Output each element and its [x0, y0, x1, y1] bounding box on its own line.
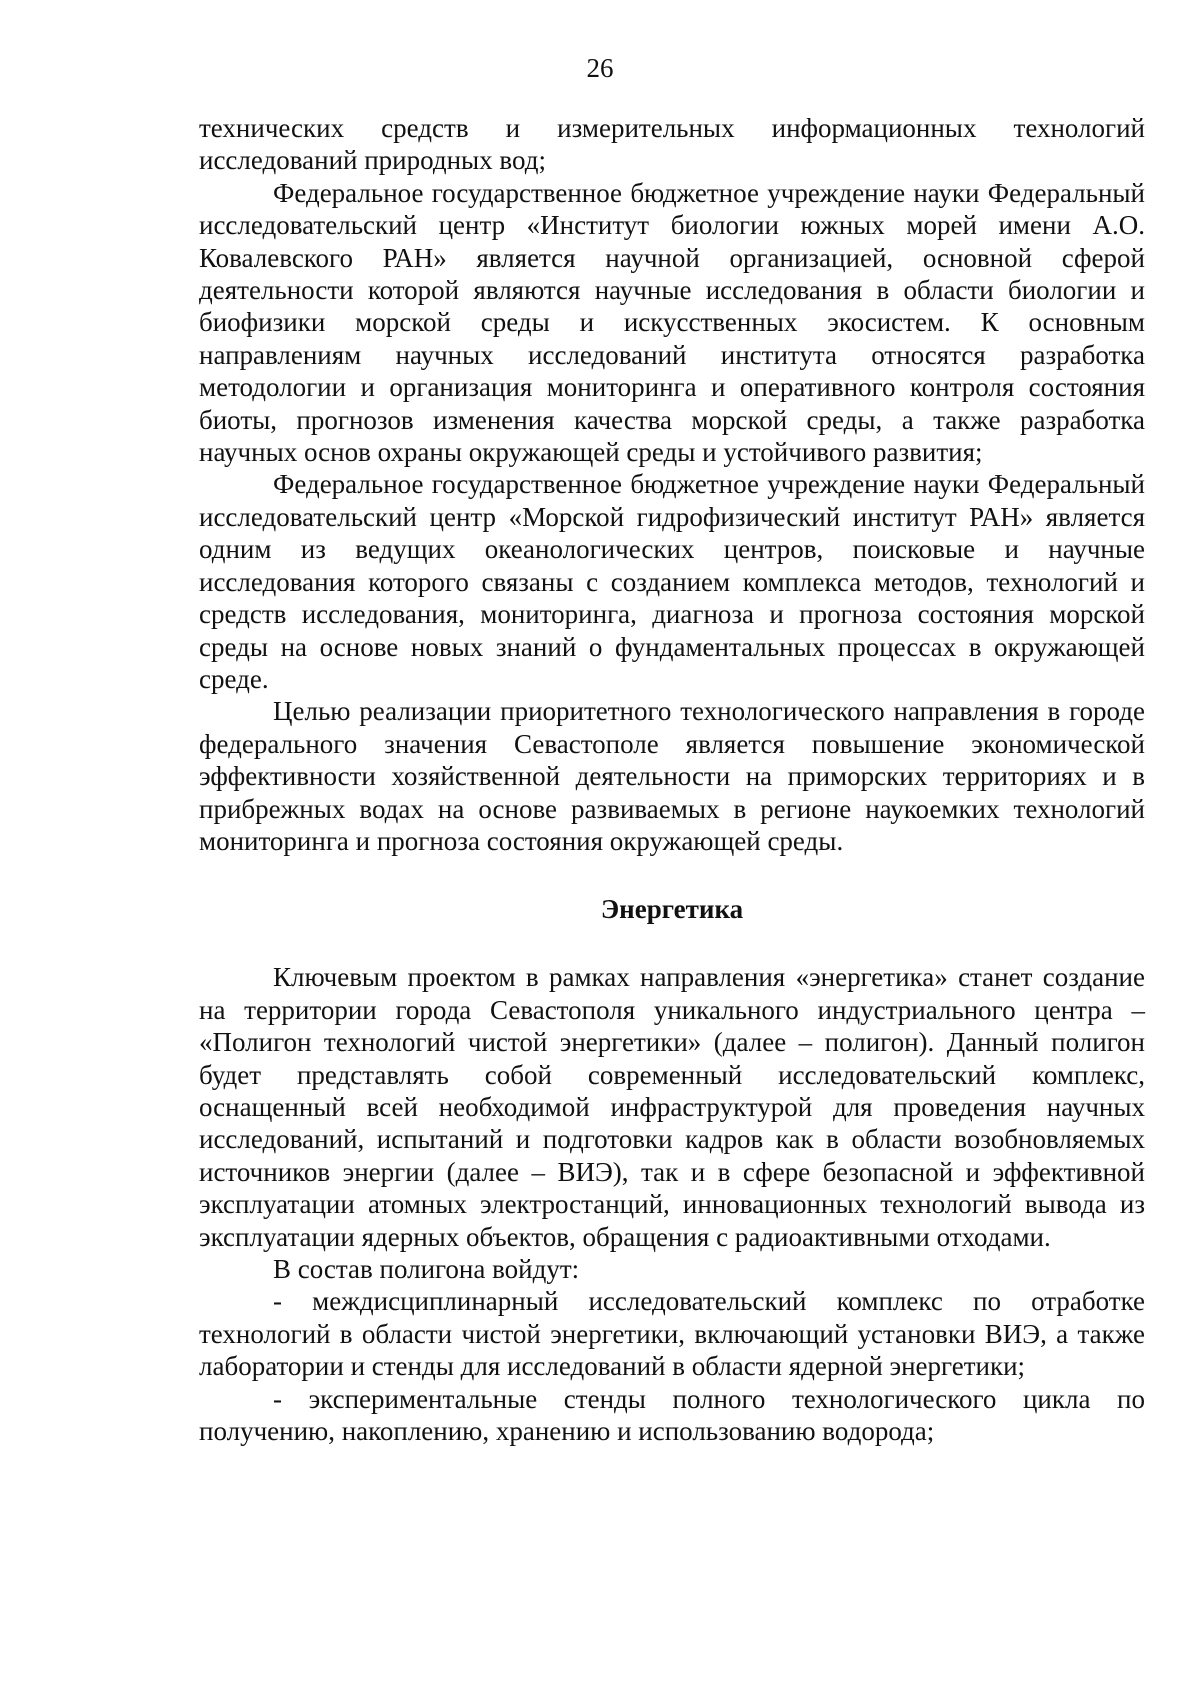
paragraph-continuation: технических средств и измерительных информационных технологий исследований природных вод;	[199, 113, 1145, 176]
document-body	[199, 112, 1145, 1447]
paragraph-polygon: Ключевым проектом в рамках направления «энергетика» станет создание на территории города Севастополя уникального индустриального центра – «Полигон технологий чистой энергетики» (далее – полигон). Данный полигон будет представлять собой современный исследовательский комплекс, оснащенный всей необходимой инфраструктурой для проведения научных исследований, испытаний и подготовки кадров как в области возобновляемых источников энергии (далее – ВИЭ), так и в сфере безопасной и эффективной эксплуатации атомных электростанций, инновационных технологий вывода из эксплуатации ядерных объектов, обращения с радиоактивными отходами.	[199, 962, 1145, 1252]
paragraph-mhi: Федеральное государственное бюджетное учреждение науки Федеральный исследовательский центр «Морской гидрофизический институт РАН» является одним из ведущих океанологических центров, поисковые и научные исследования которого связаны с созданием комплекса методов, технологий и средств исследования, мониторинга, диагноза и прогноза состояния морской среды на основе новых знаний о фундаментальных процессах в окружающей среде.	[199, 469, 1145, 694]
paragraph-ibss: Федеральное государственное бюджетное учреждение науки Федеральный исследовательский центр «Институт биологии южных морей имени А.О. Ковалевского РАН» является научной организацией, основной сферой деятельности которой являются научные исследования в области биологии и биофизики морской среды и искусственных экосистем. К основным направлениям научных исследований института относятся разработка методологии и организация мониторинга и оперативного контроля состояния биоты, прогнозов изменения качества морской среды, а также разработка научных основ охраны окружающей среды и устойчивого развития;	[199, 177, 1145, 468]
list-item: - междисциплинарный исследовательский комплекс по отработке технологий в области чистой энергетики, включающий установки ВИЭ, а также лаборатории и стенды для исследований в области ядерной энергетики;	[199, 1286, 1145, 1382]
section-heading: Энергетика	[600, 894, 744, 925]
page-number: 26	[586, 53, 614, 83]
paragraph-goal: Целью реализации приоритетного технологического направления в городе федерального значения Севастополе является повышение экономической эффективности хозяйственной деятельности на приморских территориях и в прибрежных водах на основе развиваемых в регионе наукоемких технологий мониторинга и прогноза состояния окружающей среды.	[199, 696, 1145, 856]
paragraph-composition: В состав полигона войдут:	[273, 1254, 580, 1284]
list-item: - экспериментальные стенды полного технологического цикла по получению, накоплению, хранению и использованию водорода;	[199, 1383, 1145, 1447]
